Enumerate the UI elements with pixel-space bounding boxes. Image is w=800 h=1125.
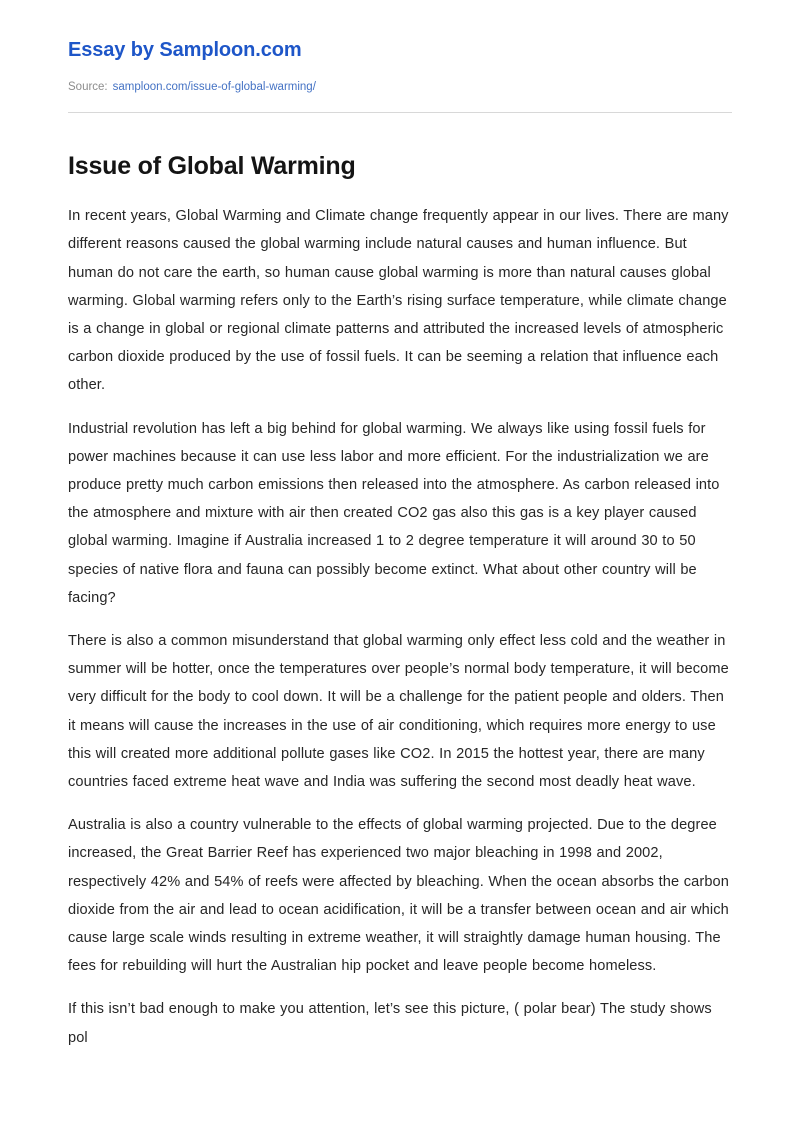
article-body [0,151,800,1052]
page-header [0,0,800,95]
essay-text [68,202,732,1052]
header-divider [68,112,732,113]
source-label: Source: [68,81,108,93]
paragraph: Australia is also a country vulnerable to the effects of global warming projected. Due to the degree increased, the Great Barrier Reef has experienced two major bleaching in 1998 and 2002, respectively 42% and 54% of reefs were affected by bleaching. When the ocean absorbs the carbon dioxide from the air and lead to ocean acidification, it will be a transfer between ocean and air which cause large scale winds resulting in extreme weather, it will straightly damage human housing. The fees for rebuilding will hurt the Australian hip pocket and leave people become homeless. [68,817,729,975]
paragraph: Industrial revolution has left a big behind for global warming. We always like using fossil fuels for power machines because it can use less labor and more efficient. For the industrialization we are produce pretty much carbon emissions then released into the atmosphere. As carbon released into the atmosphere and mixture with air then created CO2 gas also this gas is a key player caused global warming. Imagine if Australia increased 1 to 2 degree temperature it will around 30 to 50 species of native flora and fauna can possibly become extinct. What about other country will be facing? [68,420,720,606]
source-row [68,80,732,95]
paragraph: There is also a common misunderstand that global warming only effect less cold and the weather in summer will be hotter, once the temperatures over people’s normal body temperature, it will become very difficult for the body to cool down. It will be a challenge for the patient people and olders. Then it means will cause the increases in the use of air conditioning, which requires more energy to use this will created more additional pollute gases like CO2. In 2015 the hottest year, there are many countries faced extreme heat wave and India was suffering the second most deadly heat wave. [68,633,729,791]
page-title: Issue of Global Warming [68,151,356,180]
site-brand-title: Essay by Samploon.com [68,39,302,61]
paragraph: If this isn’t bad enough to make you attention, let’s see this picture, ( polar bear) The study shows pol [68,1001,712,1046]
paragraph: In recent years, Global Warming and Climate change frequently appear in our lives. There are many different reasons caused the global warming include natural causes and human influence. But human do not care the earth, so human cause global warming is more than natural causes global warming. Global warming refers only to the Earth’s rising surface temperature, while climate change is a change in global or regional climate patterns and attributed the increased levels of atmospheric carbon dioxide produced by the use of fossil fuels. It can be seeming a relation that influence each other. [68,208,729,394]
source-url-link[interactable]: samploon.com/issue-of-global-warming/ [112,81,316,93]
